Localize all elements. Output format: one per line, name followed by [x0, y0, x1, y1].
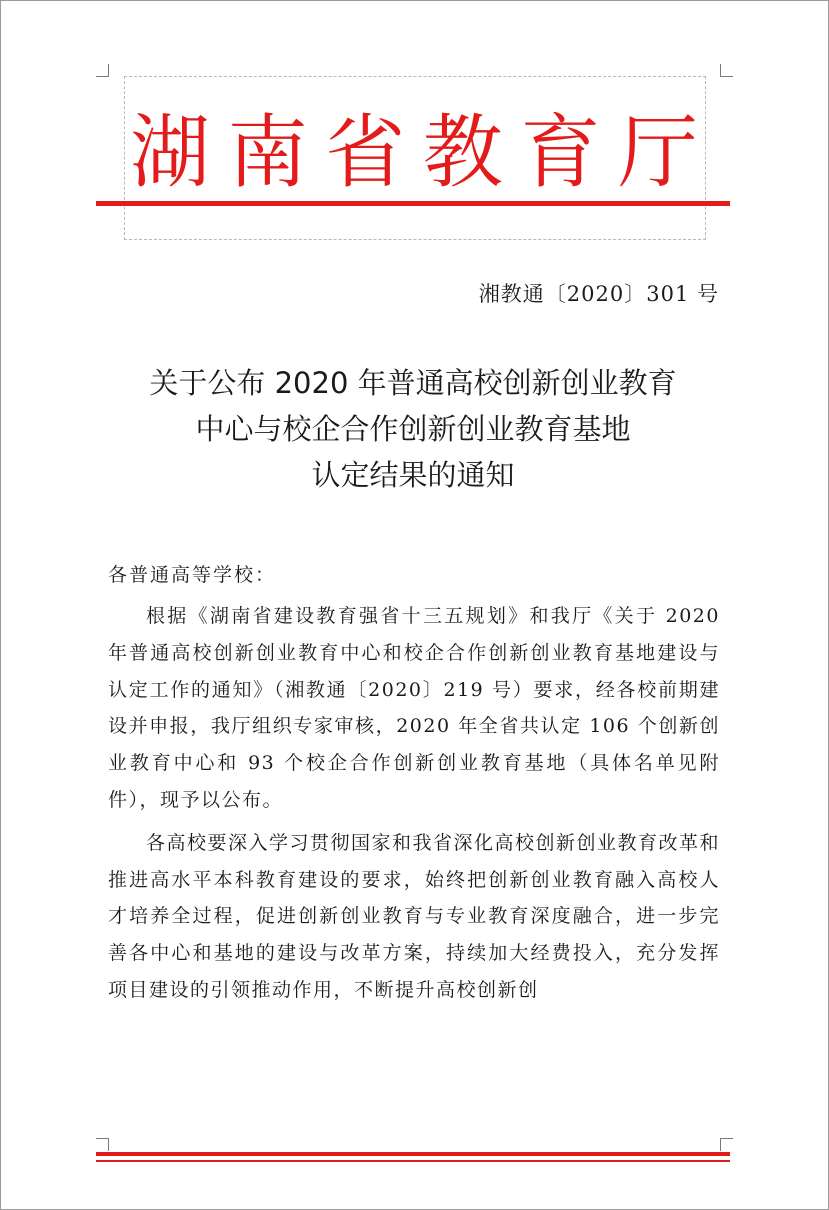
- paragraph: 根据《湖南省建设教育强省十三五规划》和我厅《关于 2020 年普通高校创新创业教育中心和校企合作创新创业教育基地建设与认定工作的通知》（湘教通〔2020〕219 号）要求，经各校前期建设并申报，我厅组织专家审核，2020 年全省共认定 106 个创新创业教育中心和 93 个校企合作创新创业教育基地（具体名单见附件），现予以公布。: [108, 605, 720, 811]
- salutation: 各普通高等学校：: [108, 564, 277, 586]
- letterhead-char: 湖: [130, 106, 210, 199]
- red-separator-line: [96, 201, 730, 206]
- footer-red-line: [96, 1152, 730, 1156]
- footer-red-line-thin: [96, 1160, 730, 1162]
- title-line: 关于公布 2020 年普通高校创新创业教育: [149, 366, 677, 400]
- title-line: 认定结果的通知: [311, 458, 515, 492]
- body-text: [108, 598, 720, 1009]
- letterhead-char: 教: [422, 106, 503, 199]
- paragraph: 各高校要深入学习贯彻国家和我省深化高校创新创业教育改革和推进高水平本科教育建设的要求，始终把创新创业教育融入高校人才培养全过程，促进创新创业教育与专业教育深度融合，进一步完善各中心和基地的建设与改革方案，持续加大经费投入，充分发挥项目建设的引领推动作用，不断提升高校创新创: [108, 831, 721, 1001]
- margin-corner-top-right: [720, 64, 733, 77]
- document-title: [96, 360, 730, 498]
- margin-corner-top-left: [96, 64, 109, 77]
- title-line: 中心与校企合作创新创业教育基地: [195, 412, 631, 446]
- letterhead: [124, 98, 704, 208]
- letterhead-char: 育: [520, 106, 601, 199]
- margin-corner-bottom-left: [96, 1138, 109, 1151]
- letterhead-char: 省: [325, 106, 406, 199]
- letterhead-char: 厅: [617, 106, 698, 199]
- margin-corner-bottom-right: [720, 1138, 733, 1151]
- letterhead-char: 南: [227, 106, 308, 199]
- document-number: 湘教通〔2020〕301 号: [478, 282, 719, 306]
